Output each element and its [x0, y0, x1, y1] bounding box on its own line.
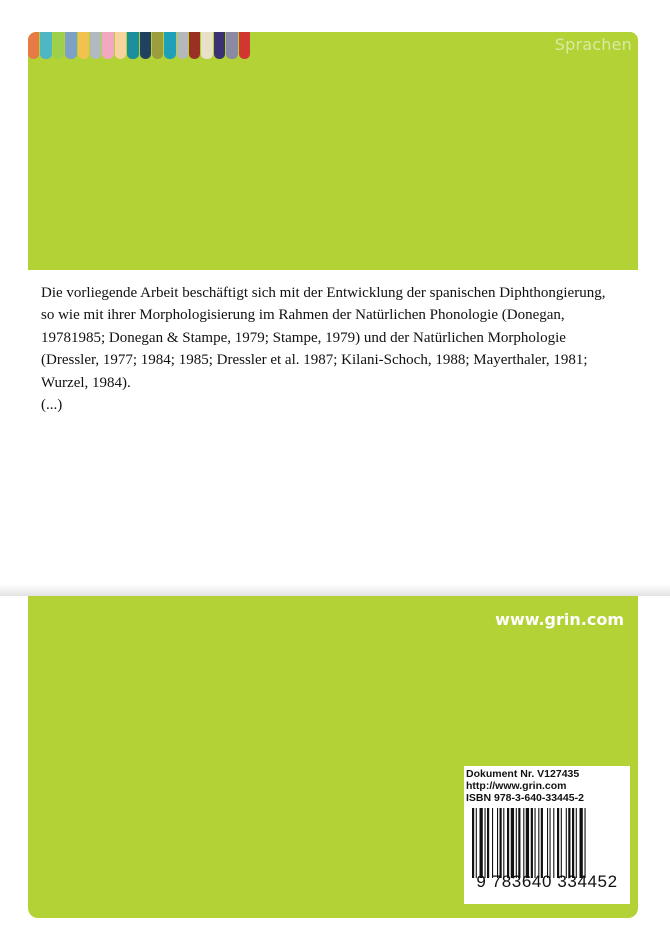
barcode-bar: [500, 808, 502, 878]
cover-top-panel: [28, 32, 638, 270]
color-tab: [65, 32, 76, 59]
color-tab: [177, 32, 188, 59]
barcode-bar: [561, 808, 562, 878]
barcode-bar: [476, 808, 477, 878]
color-tab: [127, 32, 138, 59]
barcode-bar: [557, 808, 559, 878]
color-tab: [239, 32, 250, 59]
barcode-bar: [526, 808, 529, 878]
info-box: [464, 766, 630, 904]
color-tab: [214, 32, 225, 59]
barcode-bar: [487, 808, 489, 878]
barcode-bar: [497, 808, 498, 878]
category-label: Sprachen: [554, 35, 632, 54]
color-tab: [28, 32, 39, 59]
color-tab-strip: [28, 32, 251, 59]
cover-bottom-panel: [28, 596, 638, 918]
color-tab: [226, 32, 237, 59]
barcode-bar: [523, 808, 524, 878]
color-tab: [164, 32, 175, 59]
blurb-ellipsis: (...): [41, 397, 63, 414]
color-tab: [102, 32, 113, 59]
barcode-bar: [472, 808, 474, 878]
info-url: http://www.grin.com: [466, 780, 567, 792]
barcode-bar: [531, 808, 533, 878]
color-tab: [40, 32, 51, 59]
site-url: www.grin.com: [495, 610, 624, 629]
document-number: Dokument Nr. V127435: [466, 768, 580, 780]
barcode-bar: [547, 808, 548, 878]
barcode-bar: [580, 808, 583, 878]
blurb: [41, 282, 621, 416]
barcode-bar: [541, 808, 543, 878]
barcode-bar: [518, 808, 520, 878]
barcode-bar: [511, 808, 514, 878]
barcode-bar: [492, 808, 493, 878]
fold-shadow: [0, 584, 670, 596]
color-tab: [115, 32, 126, 59]
color-tab: [140, 32, 151, 59]
color-tab: [90, 32, 101, 59]
barcode-bar: [576, 808, 577, 878]
color-tab: [152, 32, 163, 59]
barcode-bar: [550, 808, 551, 878]
barcode-bar: [553, 808, 554, 878]
color-tab: [78, 32, 89, 59]
blurb-text: Die vorliegende Arbeit beschäftigt sich mit der Entwicklung der spanischen Diphthongierung, so wie mit ihrer Morphologisierung im Rahmen der Natürlichen Phonologie (Donegan, 19781985; Donegan & Stampe, 1979; Stampe, 1979) und der Natürlichen Morphologie (Dressler, 1977; 1984; 1985; Dressler et al. 1987; Kilani-Schoch, 1988; Mayerthaler, 1981; Wurzel, 1984).: [41, 285, 606, 391]
barcode-bar: [535, 808, 536, 878]
color-tab: [201, 32, 212, 59]
barcode-bar: [538, 808, 539, 878]
barcode: [472, 808, 622, 878]
barcode-bar: [568, 808, 570, 878]
barcode-digits: 9 783640 334452: [476, 872, 618, 891]
barcode-bar: [585, 808, 586, 878]
barcode-bar: [503, 808, 504, 878]
barcode-bar: [516, 808, 517, 878]
barcode-bar: [507, 808, 509, 878]
barcode-bar: [480, 808, 483, 878]
barcode-bar: [485, 808, 486, 878]
barcode-bar: [566, 808, 567, 878]
color-tab: [53, 32, 64, 59]
barcode-bar: [572, 808, 574, 878]
isbn: ISBN 978-3-640-33445-2: [466, 792, 584, 804]
color-tab: [189, 32, 200, 59]
